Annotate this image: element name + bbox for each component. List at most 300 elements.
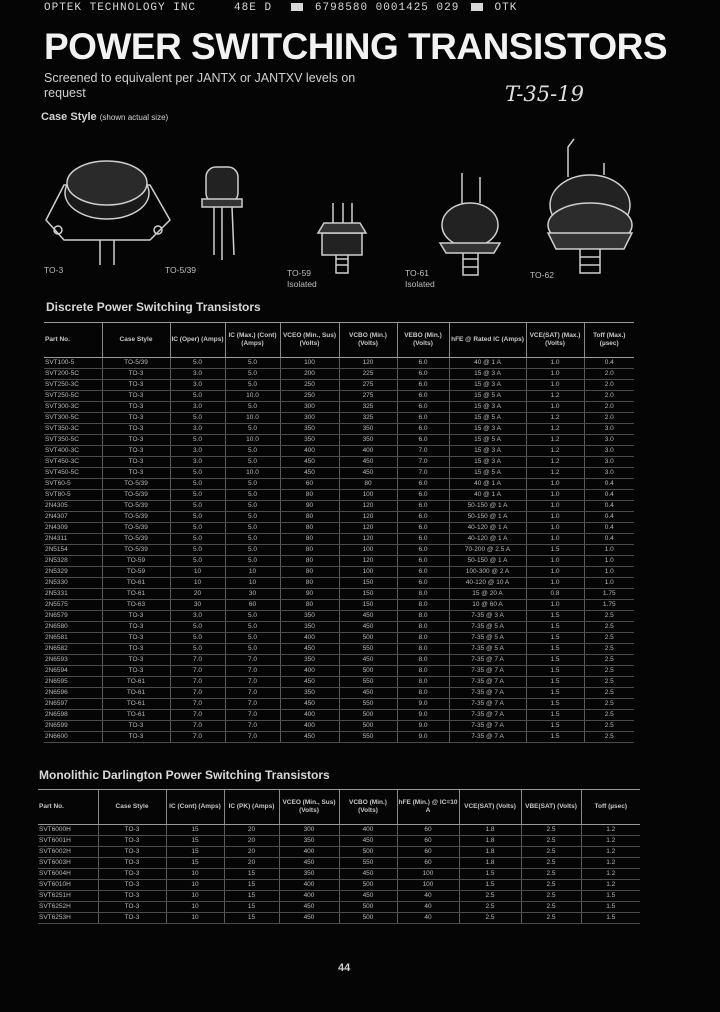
table-cell: 100 bbox=[339, 545, 397, 556]
table-cell: 2.5 bbox=[584, 644, 634, 655]
table-cell: 6.0 bbox=[397, 391, 449, 402]
table-cell: TO-3 bbox=[102, 468, 170, 479]
table-cell: 3.0 bbox=[170, 457, 225, 468]
table-cell: 90 bbox=[280, 501, 339, 512]
table-cell: 1.2 bbox=[581, 847, 640, 858]
table-cell: 60 bbox=[397, 858, 459, 869]
table-cell: 5.0 bbox=[225, 402, 280, 413]
table-row bbox=[38, 858, 640, 869]
table-cell: 0.4 bbox=[584, 490, 634, 501]
table-cell: 400 bbox=[279, 847, 339, 858]
package-label-to59 bbox=[287, 268, 317, 290]
package-label-to5: TO-5/39 bbox=[165, 265, 197, 275]
table-cell: 15 bbox=[224, 913, 279, 924]
table-cell: 8.0 bbox=[397, 666, 449, 677]
table-cell: 7-35 @ 7 A bbox=[449, 732, 526, 743]
table-cell: 15 @ 5 A bbox=[449, 468, 526, 479]
part-number-cell: SVT400-3C bbox=[44, 446, 102, 457]
table-cell: 5.0 bbox=[225, 358, 280, 369]
table-row bbox=[44, 699, 634, 710]
table-cell: 30 bbox=[170, 600, 225, 611]
table-cell: 15 bbox=[224, 891, 279, 902]
table-cell: 80 bbox=[280, 512, 339, 523]
table-cell: 20 bbox=[224, 858, 279, 869]
table-cell: 2.0 bbox=[584, 391, 634, 402]
part-number-cell: 2N4307 bbox=[44, 512, 102, 523]
column-header: VCBO (Min.) (Volts) bbox=[339, 323, 397, 358]
table-cell: 5.0 bbox=[170, 358, 225, 369]
table-cell: 120 bbox=[339, 556, 397, 567]
table-cell: 15 bbox=[224, 880, 279, 891]
table-cell: 70-200 @ 2.5 A bbox=[449, 545, 526, 556]
table-cell: 3.0 bbox=[584, 457, 634, 468]
table-cell: 5.0 bbox=[225, 479, 280, 490]
table-cell: 450 bbox=[339, 869, 397, 880]
table-cell: 7.0 bbox=[170, 710, 225, 721]
table-cell: 5.0 bbox=[170, 468, 225, 479]
table-cell: 500 bbox=[339, 902, 397, 913]
table-cell: 6.0 bbox=[397, 402, 449, 413]
table-cell: 7.0 bbox=[225, 699, 280, 710]
table-row bbox=[44, 391, 634, 402]
table-cell: 6.0 bbox=[397, 490, 449, 501]
part-number-cell: SVT350-5C bbox=[44, 435, 102, 446]
table-cell: 0.4 bbox=[584, 358, 634, 369]
table-cell: 300 bbox=[280, 413, 339, 424]
table-cell: 100 bbox=[397, 880, 459, 891]
table-cell: 5.0 bbox=[170, 490, 225, 501]
table-row bbox=[44, 380, 634, 391]
part-number-cell: SVT6251H bbox=[38, 891, 98, 902]
table-row bbox=[44, 578, 634, 589]
table-cell: 5.0 bbox=[225, 501, 280, 512]
table-cell: 1.5 bbox=[526, 710, 584, 721]
part-number-cell: 2N6582 bbox=[44, 644, 102, 655]
table-cell: 450 bbox=[339, 622, 397, 633]
table-header-row bbox=[44, 323, 634, 358]
table-cell: 100 bbox=[280, 358, 339, 369]
table-cell: 150 bbox=[339, 600, 397, 611]
table-cell: TO-3 bbox=[102, 369, 170, 380]
part-number-cell: SVT6253H bbox=[38, 913, 98, 924]
table-cell: 60 bbox=[280, 479, 339, 490]
table-cell: 2.5 bbox=[521, 825, 581, 836]
part-number-cell: 2N6597 bbox=[44, 699, 102, 710]
table-cell: 10 bbox=[166, 869, 224, 880]
table-cell: 15 bbox=[166, 825, 224, 836]
part-number-cell: SVT6252H bbox=[38, 902, 98, 913]
table-cell: 8.0 bbox=[397, 589, 449, 600]
table-cell: 2.5 bbox=[584, 677, 634, 688]
table-cell: 1.5 bbox=[526, 633, 584, 644]
table-cell: 5.0 bbox=[225, 556, 280, 567]
table-cell: 1.5 bbox=[459, 869, 521, 880]
table-cell: 60 bbox=[397, 847, 459, 858]
table-cell: 80 bbox=[280, 545, 339, 556]
table-cell: 10 bbox=[225, 578, 280, 589]
table-cell: 15 @ 5 A bbox=[449, 435, 526, 446]
table-cell: 3.0 bbox=[170, 380, 225, 391]
part-number-cell: SVT6000H bbox=[38, 825, 98, 836]
table-cell: 120 bbox=[339, 534, 397, 545]
table-cell: TO-3 bbox=[102, 633, 170, 644]
column-header: VCE(SAT) (Max.) (Volts) bbox=[526, 323, 584, 358]
table-cell: TO-3 bbox=[98, 847, 166, 858]
case-style-title: Case Style bbox=[41, 111, 97, 123]
header-code-b: 6798580 0001425 029 bbox=[314, 2, 460, 14]
table-cell: 15 @ 3 A bbox=[449, 380, 526, 391]
part-number-cell: SVT200-5C bbox=[44, 369, 102, 380]
table-cell: 1.0 bbox=[584, 556, 634, 567]
table-cell: 2.5 bbox=[521, 891, 581, 902]
table-cell: 20 bbox=[224, 825, 279, 836]
table-cell: 10.0 bbox=[225, 435, 280, 446]
table-cell: 450 bbox=[280, 457, 339, 468]
table-cell: 100 bbox=[339, 490, 397, 501]
table-cell: 20 bbox=[224, 847, 279, 858]
table-cell: 7.0 bbox=[170, 655, 225, 666]
table-cell: 6.0 bbox=[397, 545, 449, 556]
table-row bbox=[44, 446, 634, 457]
table-cell: 8.0 bbox=[397, 655, 449, 666]
table-cell: 15 @ 3 A bbox=[449, 457, 526, 468]
table-row bbox=[38, 891, 640, 902]
table-cell: 80 bbox=[280, 578, 339, 589]
table-cell: 1.5 bbox=[526, 644, 584, 655]
table-cell: 350 bbox=[280, 424, 339, 435]
table-cell: 10 bbox=[166, 913, 224, 924]
table-cell: 7.0 bbox=[225, 688, 280, 699]
column-header: VCE(SAT) (Volts) bbox=[459, 790, 521, 825]
table-cell: 6.0 bbox=[397, 380, 449, 391]
table-cell: 5.0 bbox=[225, 545, 280, 556]
table-row bbox=[44, 710, 634, 721]
table-cell: 1.0 bbox=[526, 523, 584, 534]
part-number-cell: SVT450-3C bbox=[44, 457, 102, 468]
table-cell: 2.5 bbox=[521, 869, 581, 880]
table-cell: 2.5 bbox=[584, 710, 634, 721]
table-cell: 15 bbox=[224, 902, 279, 913]
table-cell: TO-3 bbox=[98, 902, 166, 913]
case-style-note: (shown actual size) bbox=[99, 113, 169, 122]
part-number-cell: SVT6004H bbox=[38, 869, 98, 880]
table-cell: 1.5 bbox=[526, 666, 584, 677]
table-cell: 2.5 bbox=[521, 836, 581, 847]
table-cell: 2.5 bbox=[459, 902, 521, 913]
table-cell: 400 bbox=[280, 666, 339, 677]
table-cell: 5.0 bbox=[170, 501, 225, 512]
header-code-a: 48E D bbox=[234, 2, 273, 14]
table-cell: 15 @ 5 A bbox=[449, 391, 526, 402]
table-cell: TO-61 bbox=[102, 578, 170, 589]
part-number-cell: SVT60-5 bbox=[44, 479, 102, 490]
part-number-cell: 2N4309 bbox=[44, 523, 102, 534]
darlington-section-title: Monolithic Darlington Power Switching Transistors bbox=[39, 768, 330, 782]
table-cell: 500 bbox=[339, 666, 397, 677]
table-cell: 8.0 bbox=[397, 677, 449, 688]
table-cell: 450 bbox=[339, 891, 397, 902]
table-cell: 1.5 bbox=[581, 891, 640, 902]
table-row bbox=[44, 457, 634, 468]
table-cell: 5.0 bbox=[225, 457, 280, 468]
table-cell: 7-35 @ 3 A bbox=[449, 611, 526, 622]
table-cell: 3.0 bbox=[584, 435, 634, 446]
column-header: Part No. bbox=[44, 323, 102, 358]
table-cell: 6.0 bbox=[397, 534, 449, 545]
part-number-cell: 2N6595 bbox=[44, 677, 102, 688]
table-cell: 6.0 bbox=[397, 413, 449, 424]
table-cell: 2.5 bbox=[521, 913, 581, 924]
table-cell: 2.0 bbox=[584, 402, 634, 413]
part-number-cell: SVT450-5C bbox=[44, 468, 102, 479]
table-cell: 1.5 bbox=[526, 732, 584, 743]
to62-package-drawing bbox=[548, 139, 632, 273]
table-cell: 80 bbox=[280, 490, 339, 501]
table-cell: 2.5 bbox=[584, 688, 634, 699]
table-cell: TO-3 bbox=[102, 721, 170, 732]
table-cell: 5.0 bbox=[225, 534, 280, 545]
table-cell: 2.5 bbox=[521, 847, 581, 858]
part-number-cell: 2N6581 bbox=[44, 633, 102, 644]
table-cell: 5.0 bbox=[170, 622, 225, 633]
table-cell: 5.0 bbox=[225, 369, 280, 380]
table-cell: 2.5 bbox=[521, 880, 581, 891]
table-cell: 6.0 bbox=[397, 512, 449, 523]
table-cell: 5.0 bbox=[225, 523, 280, 534]
table-cell: 1.5 bbox=[581, 913, 640, 924]
table-cell: 1.0 bbox=[526, 490, 584, 501]
package-sub: Isolated bbox=[287, 279, 317, 289]
table-cell: 450 bbox=[339, 688, 397, 699]
table-cell: 5.0 bbox=[225, 424, 280, 435]
part-number-cell: 2N6599 bbox=[44, 721, 102, 732]
table-cell: 5.0 bbox=[225, 644, 280, 655]
table-cell: 450 bbox=[339, 836, 397, 847]
table-cell: 50-150 @ 1 A bbox=[449, 501, 526, 512]
table-cell: 6.0 bbox=[397, 369, 449, 380]
table-cell: TO-3 bbox=[98, 869, 166, 880]
column-header: VCEO (Min., Sus) (Volts) bbox=[280, 323, 339, 358]
table-cell: 3.0 bbox=[170, 611, 225, 622]
table-row bbox=[44, 468, 634, 479]
table-cell: 1.2 bbox=[581, 869, 640, 880]
part-number-cell: 2N5330 bbox=[44, 578, 102, 589]
table-cell: 3.0 bbox=[584, 468, 634, 479]
part-number-cell: 2N6579 bbox=[44, 611, 102, 622]
table-cell: TO-3 bbox=[102, 391, 170, 402]
table-cell: 20 bbox=[224, 836, 279, 847]
table-cell: 500 bbox=[339, 880, 397, 891]
table-cell: 8.0 bbox=[397, 633, 449, 644]
part-number-cell: 2N6596 bbox=[44, 688, 102, 699]
table-cell: 0.8 bbox=[526, 589, 584, 600]
table-cell: 8.0 bbox=[397, 688, 449, 699]
table-cell: 120 bbox=[339, 501, 397, 512]
table-cell: 7.0 bbox=[170, 688, 225, 699]
table-cell: 20 bbox=[170, 589, 225, 600]
darlington-transistor-table bbox=[38, 789, 640, 924]
table-cell: 10 bbox=[225, 567, 280, 578]
table-cell: 1.5 bbox=[526, 655, 584, 666]
table-cell: 3.0 bbox=[170, 402, 225, 413]
table-cell: 1.5 bbox=[526, 699, 584, 710]
header-block-mark bbox=[471, 3, 483, 11]
table-cell: 550 bbox=[339, 644, 397, 655]
table-cell: 2.5 bbox=[584, 655, 634, 666]
table-cell: 7.0 bbox=[225, 710, 280, 721]
table-row bbox=[44, 600, 634, 611]
package-drawings bbox=[0, 125, 720, 300]
table-cell: 1.5 bbox=[526, 677, 584, 688]
table-cell: 15 @ 3 A bbox=[449, 424, 526, 435]
table-cell: 6.0 bbox=[397, 578, 449, 589]
part-number-cell: 2N5575 bbox=[44, 600, 102, 611]
table-cell: TO-3 bbox=[102, 611, 170, 622]
table-cell: 1.2 bbox=[526, 446, 584, 457]
table-cell: 9.0 bbox=[397, 732, 449, 743]
table-cell: 90 bbox=[280, 589, 339, 600]
table-row bbox=[44, 589, 634, 600]
table-row bbox=[38, 825, 640, 836]
page-title: POWER SWITCHING TRANSISTORS bbox=[44, 26, 668, 67]
part-number-cell: SVT300-5C bbox=[44, 413, 102, 424]
table-cell: 350 bbox=[280, 688, 339, 699]
table-cell: 0.4 bbox=[584, 534, 634, 545]
table-cell: TO-5/39 bbox=[102, 358, 170, 369]
table-cell: 15 @ 3 A bbox=[449, 369, 526, 380]
table-cell: 1.0 bbox=[526, 556, 584, 567]
column-header: IC (PK) (Amps) bbox=[224, 790, 279, 825]
table-row bbox=[44, 413, 634, 424]
table-cell: 7-35 @ 7 A bbox=[449, 710, 526, 721]
table-cell: 550 bbox=[339, 677, 397, 688]
column-header: Toff (Max.) (µsec) bbox=[584, 323, 634, 358]
column-header: VCEO (Min., Sus) (Volts) bbox=[279, 790, 339, 825]
table-cell: 2.5 bbox=[584, 622, 634, 633]
part-number-cell: SVT6003H bbox=[38, 858, 98, 869]
table-cell: 15 bbox=[224, 869, 279, 880]
part-number-cell: 2N6598 bbox=[44, 710, 102, 721]
table-cell: 7.0 bbox=[397, 457, 449, 468]
table-cell: 6.0 bbox=[397, 556, 449, 567]
table-cell: 5.0 bbox=[170, 633, 225, 644]
part-number-cell: 2N4311 bbox=[44, 534, 102, 545]
table-cell: 1.5 bbox=[526, 622, 584, 633]
table-cell: TO-61 bbox=[102, 710, 170, 721]
table-cell: 1.2 bbox=[526, 391, 584, 402]
table-cell: 10 @ 60 A bbox=[449, 600, 526, 611]
table-cell: 7.0 bbox=[170, 721, 225, 732]
table-cell: 450 bbox=[280, 468, 339, 479]
to3-package-drawing bbox=[46, 161, 170, 265]
table-cell: 40-120 @ 1 A bbox=[449, 534, 526, 545]
table-cell: 400 bbox=[339, 825, 397, 836]
handwritten-stamp: T-35-19 bbox=[505, 82, 584, 106]
table-row bbox=[38, 902, 640, 913]
table-cell: 1.5 bbox=[526, 688, 584, 699]
table-cell: 100 bbox=[339, 567, 397, 578]
table-cell: 450 bbox=[279, 902, 339, 913]
table-cell: 1.75 bbox=[584, 589, 634, 600]
table-cell: TO-61 bbox=[102, 677, 170, 688]
table-row bbox=[44, 633, 634, 644]
table-body bbox=[44, 358, 634, 743]
table-cell: 5.0 bbox=[170, 391, 225, 402]
package-name: TO-61 bbox=[405, 268, 429, 278]
table-row bbox=[44, 402, 634, 413]
table-cell: 2.5 bbox=[584, 666, 634, 677]
table-cell: 500 bbox=[339, 710, 397, 721]
table-cell: TO-5/39 bbox=[102, 545, 170, 556]
table-cell: 400 bbox=[279, 880, 339, 891]
table-cell: 15 @ 3 A bbox=[449, 446, 526, 457]
table-cell: 7-35 @ 5 A bbox=[449, 633, 526, 644]
table-cell: TO-3 bbox=[102, 413, 170, 424]
table-cell: 1.0 bbox=[526, 578, 584, 589]
table-cell: 1.0 bbox=[526, 600, 584, 611]
table-cell: 550 bbox=[339, 699, 397, 710]
table-cell: 10 bbox=[170, 578, 225, 589]
table-cell: 325 bbox=[339, 413, 397, 424]
table-cell: 7-35 @ 7 A bbox=[449, 721, 526, 732]
table-row bbox=[44, 688, 634, 699]
table-row bbox=[44, 424, 634, 435]
table-cell: 10.0 bbox=[225, 391, 280, 402]
table-cell: 10 bbox=[166, 880, 224, 891]
part-number-cell: 2N6600 bbox=[44, 732, 102, 743]
table-cell: 1.8 bbox=[459, 858, 521, 869]
table-cell: 15 @ 3 A bbox=[449, 402, 526, 413]
package-label-to62: TO-62 bbox=[530, 270, 554, 280]
table-cell: 7-35 @ 5 A bbox=[449, 622, 526, 633]
table-cell: 1.0 bbox=[526, 512, 584, 523]
part-number-cell: 2N5329 bbox=[44, 567, 102, 578]
discrete-transistor-table bbox=[44, 322, 634, 743]
table-cell: 400 bbox=[279, 891, 339, 902]
table-cell: 1.5 bbox=[526, 545, 584, 556]
package-name: TO-59 bbox=[287, 268, 311, 278]
column-header: VEBO (Min.) (Volts) bbox=[397, 323, 449, 358]
table-cell: 400 bbox=[339, 446, 397, 457]
table-cell: TO-61 bbox=[102, 699, 170, 710]
table-cell: 10 bbox=[170, 567, 225, 578]
table-cell: 8.0 bbox=[397, 644, 449, 655]
table-cell: 7-35 @ 5 A bbox=[449, 644, 526, 655]
table-cell: 500 bbox=[339, 913, 397, 924]
table-cell: 1.2 bbox=[581, 880, 640, 891]
table-cell: 450 bbox=[339, 611, 397, 622]
table-row bbox=[38, 847, 640, 858]
table-cell: 60 bbox=[397, 836, 459, 847]
table-cell: 6.0 bbox=[397, 523, 449, 534]
table-cell: 1.2 bbox=[526, 435, 584, 446]
table-row bbox=[44, 358, 634, 369]
table-row bbox=[44, 479, 634, 490]
table-cell: 350 bbox=[279, 869, 339, 880]
table-cell: 5.0 bbox=[170, 545, 225, 556]
table-cell: 80 bbox=[280, 567, 339, 578]
table-cell: 0.4 bbox=[584, 523, 634, 534]
part-number-cell: 2N6580 bbox=[44, 622, 102, 633]
column-header: IC (Max.) (Cont) (Amps) bbox=[225, 323, 280, 358]
table-cell: 15 bbox=[166, 847, 224, 858]
page-subtitle: Screened to equivalent per JANTX or JANTXV levels on request bbox=[44, 71, 356, 100]
column-header: Case Style bbox=[102, 323, 170, 358]
part-number-cell: 2N5154 bbox=[44, 545, 102, 556]
table-cell: 6.0 bbox=[397, 501, 449, 512]
table-cell: TO-3 bbox=[102, 435, 170, 446]
table-cell: 5.0 bbox=[170, 523, 225, 534]
